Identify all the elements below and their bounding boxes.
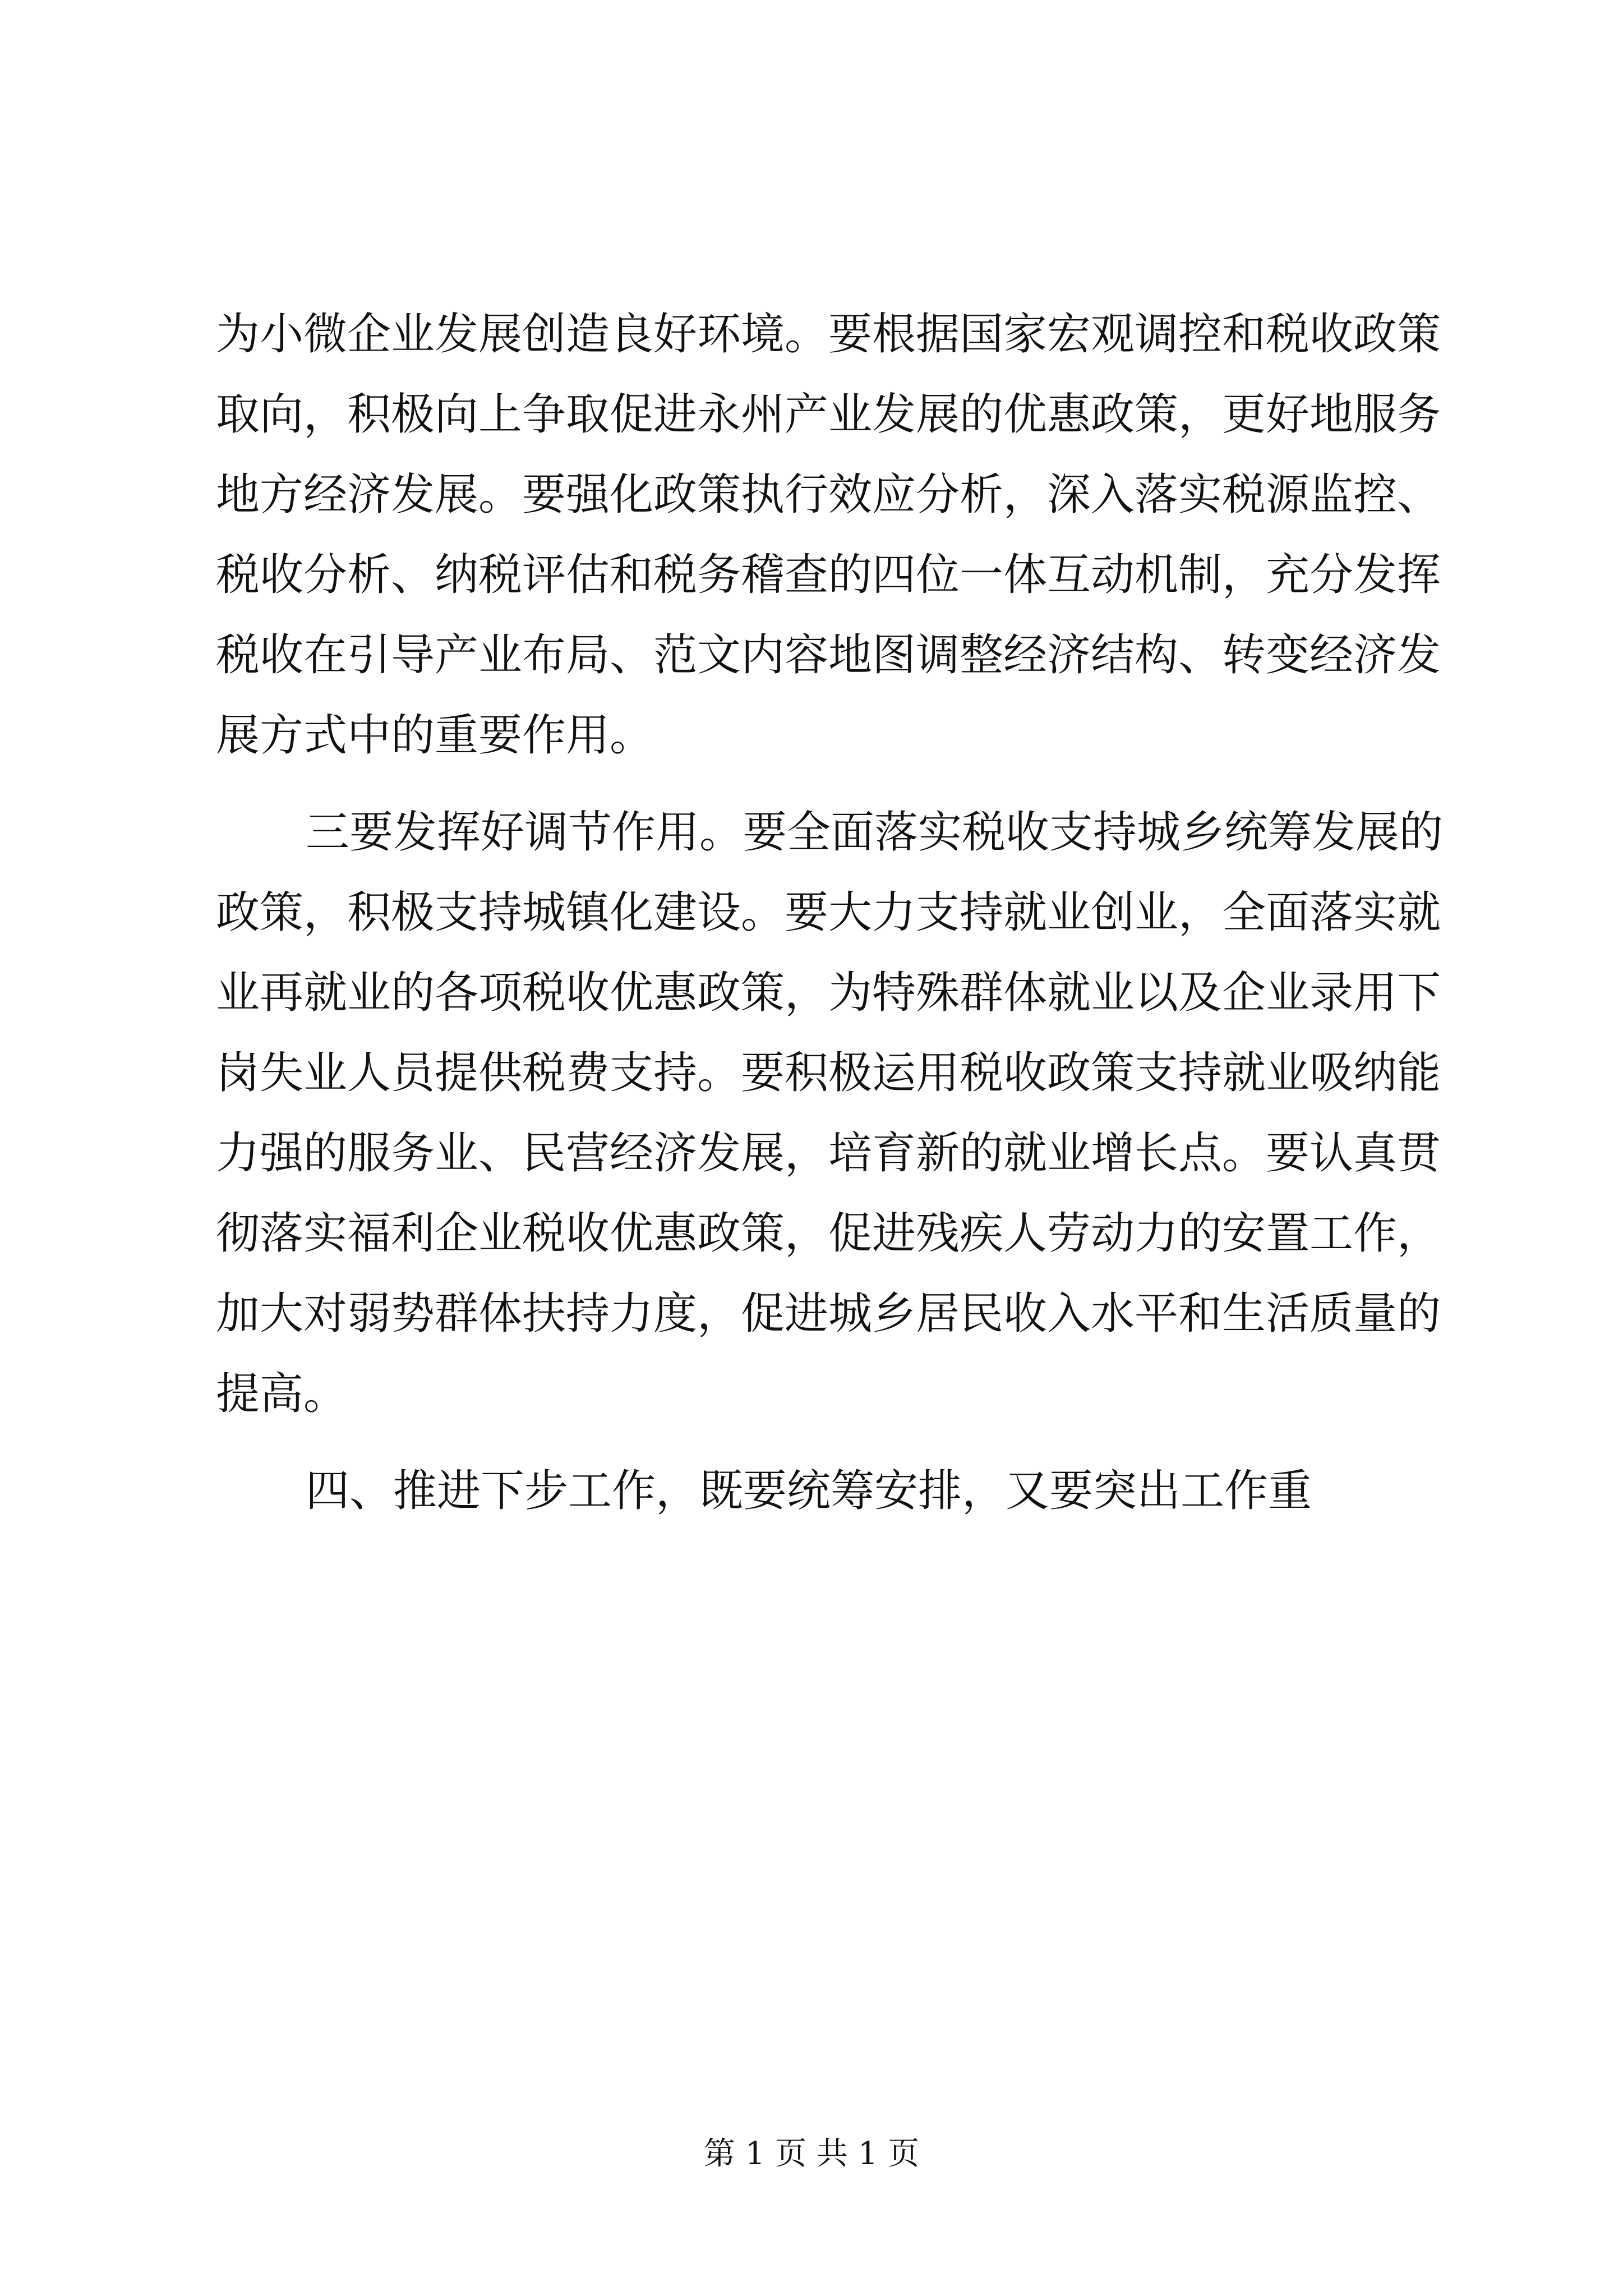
paragraph-1 [216,295,1441,776]
paragraph-spacer [216,776,1416,793]
text-line: 加大对弱势群体扶持力度，促进城乡居民收入水平和生活质量的 [216,1289,1441,1339]
text-line: 四、推进下步工作，既要统筹安排，又要突出工作重 [306,1466,1312,1516]
document-body [216,295,1444,1531]
text-line: 税收在引导产业布局、范文内容地图调整经济结构、转变经济发 [216,630,1441,680]
paragraph-spacer [216,1434,1416,1451]
paragraph-2 [216,793,1444,1434]
text-line: 彻落实福利企业税收优惠政策，促进残疾人劳动力的安置工作， [216,1208,1441,1259]
text-line: 业再就业的各项税收优惠政策，为特殊群体就业以及企业录用下 [216,968,1441,1018]
page-footer [0,2132,1623,2177]
text-line: 三要发挥好调节作用。要全面落实税收支持城乡统筹发展的 [306,807,1444,858]
paragraph-3 [216,1451,1416,1531]
text-line: 提高。 [216,1369,348,1419]
text-line: 展方式中的重要作用。 [216,710,654,761]
page-number-label: 第 1 页 共 1 页 [703,2136,920,2172]
text-line: 力强的服务业、民营经济发展，培育新的就业增长点。要认真贯 [216,1128,1441,1179]
text-line: 岗失业人员提供税费支持。要积极运用税收政策支持就业吸纳能 [216,1048,1441,1098]
text-line: 政策，积极支持城镇化建设。要大力支持就业创业，全面落实就 [216,887,1441,938]
text-line: 取向，积极向上争取促进永州产业发展的优惠政策，更好地服务 [216,389,1441,440]
text-line: 税收分析、纳税评估和税务稽查的四位一体互动机制，充分发挥 [216,550,1441,600]
text-line: 为小微企业发展创造良好环境。要根据国家宏观调控和税收政策 [216,309,1441,360]
text-line: 地方经济发展。要强化政策执行效应分析，深入落实税源监控、 [216,470,1441,520]
